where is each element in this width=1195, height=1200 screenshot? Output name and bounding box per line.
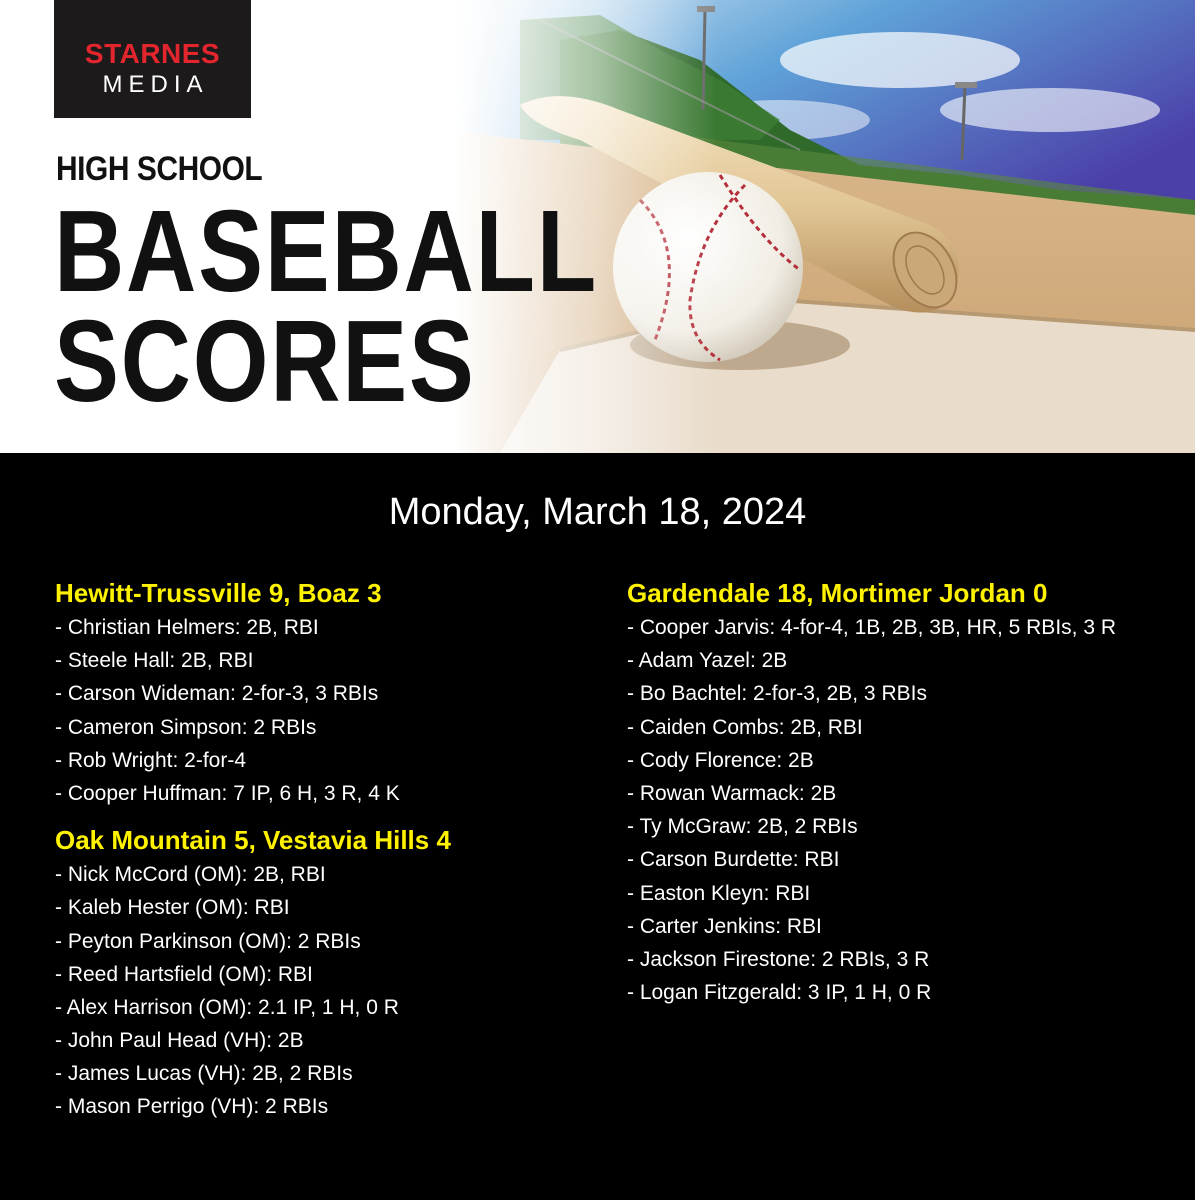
starnes-media-logo xyxy=(54,0,251,118)
stat-line: - Mason Perrigo (VH): 2 RBIs xyxy=(55,1095,329,1119)
game-block xyxy=(55,575,595,810)
game-title: Oak Mountain 5, Vestavia Hills 4 xyxy=(55,825,451,856)
stat-line: - Caiden Combs: 2B, RBI xyxy=(627,715,863,739)
title-line-baseball: BASEBALL xyxy=(54,186,598,316)
scores-column-left xyxy=(55,575,595,1128)
stat-line: - Ty McGraw: 2B, 2 RBIs xyxy=(627,815,858,839)
stat-line: - Adam Yazel: 2B xyxy=(627,649,788,673)
kicker-high-school: HIGH SCHOOL xyxy=(56,150,263,188)
scores-date: Monday, March 18, 2024 xyxy=(388,491,807,533)
game-title: Gardendale 18, Mortimer Jordan 0 xyxy=(627,578,1048,608)
stat-line: - Cooper Jarvis: 4-for-4, 1B, 2B, 3B, HR, 5 RBIs, 3 R xyxy=(627,616,1116,639)
stat-line: - Cody Florence: 2B xyxy=(627,748,814,772)
scores-column-right xyxy=(627,575,1187,1013)
stat-line: - Carson Wideman: 2-for-3, 3 RBIs xyxy=(55,682,379,706)
stat-line: - Kaleb Hester (OM): RBI xyxy=(55,896,290,920)
page-title xyxy=(54,186,598,426)
stat-line: - Bo Bachtel: 2-for-3, 2B, 3 RBIs xyxy=(627,682,927,706)
stat-line: - Rowan Warmack: 2B xyxy=(627,781,837,805)
game-block xyxy=(627,575,1187,1009)
stat-line: - Nick McCord (OM): 2B, RBI xyxy=(55,863,326,887)
stat-line: - Peyton Parkinson (OM): 2 RBIs xyxy=(55,929,361,953)
stat-line: - Cooper Huffman: 7 IP, 6 H, 3 R, 4 K xyxy=(55,781,400,805)
stat-line: - Christian Helmers: 2B, RBI xyxy=(55,616,319,639)
stat-line: - Reed Hartsfield (OM): RBI xyxy=(55,962,313,986)
stat-line: - Logan Fitzgerald: 3 IP, 1 H, 0 R xyxy=(627,981,932,1005)
stat-line: - Carson Burdette: RBI xyxy=(627,848,840,872)
stat-line: - Alex Harrison (OM): 2.1 IP, 1 H, 0 R xyxy=(55,995,399,1019)
stat-line: - Jackson Firestone: 2 RBIs, 3 R xyxy=(627,947,930,971)
logo-wordmark-bottom: MEDIA xyxy=(102,71,209,98)
header-banner xyxy=(0,0,1195,453)
stat-line: - James Lucas (VH): 2B, 2 RBIs xyxy=(55,1062,353,1086)
stat-line: - Rob Wright: 2-for-4 xyxy=(55,748,246,772)
title-line-scores: SCORES xyxy=(54,296,476,426)
stat-line: - Carter Jenkins: RBI xyxy=(627,914,822,938)
stat-line: - Easton Kleyn: RBI xyxy=(627,881,811,905)
stat-line: - Steele Hall: 2B, RBI xyxy=(55,649,254,673)
stat-line: - Cameron Simpson: 2 RBIs xyxy=(55,715,317,739)
game-block xyxy=(55,822,595,1124)
stat-line: - John Paul Head (VH): 2B xyxy=(55,1029,304,1053)
logo-wordmark-top: STARNES xyxy=(84,38,221,69)
game-title: Hewitt-Trussville 9, Boaz 3 xyxy=(55,578,382,608)
